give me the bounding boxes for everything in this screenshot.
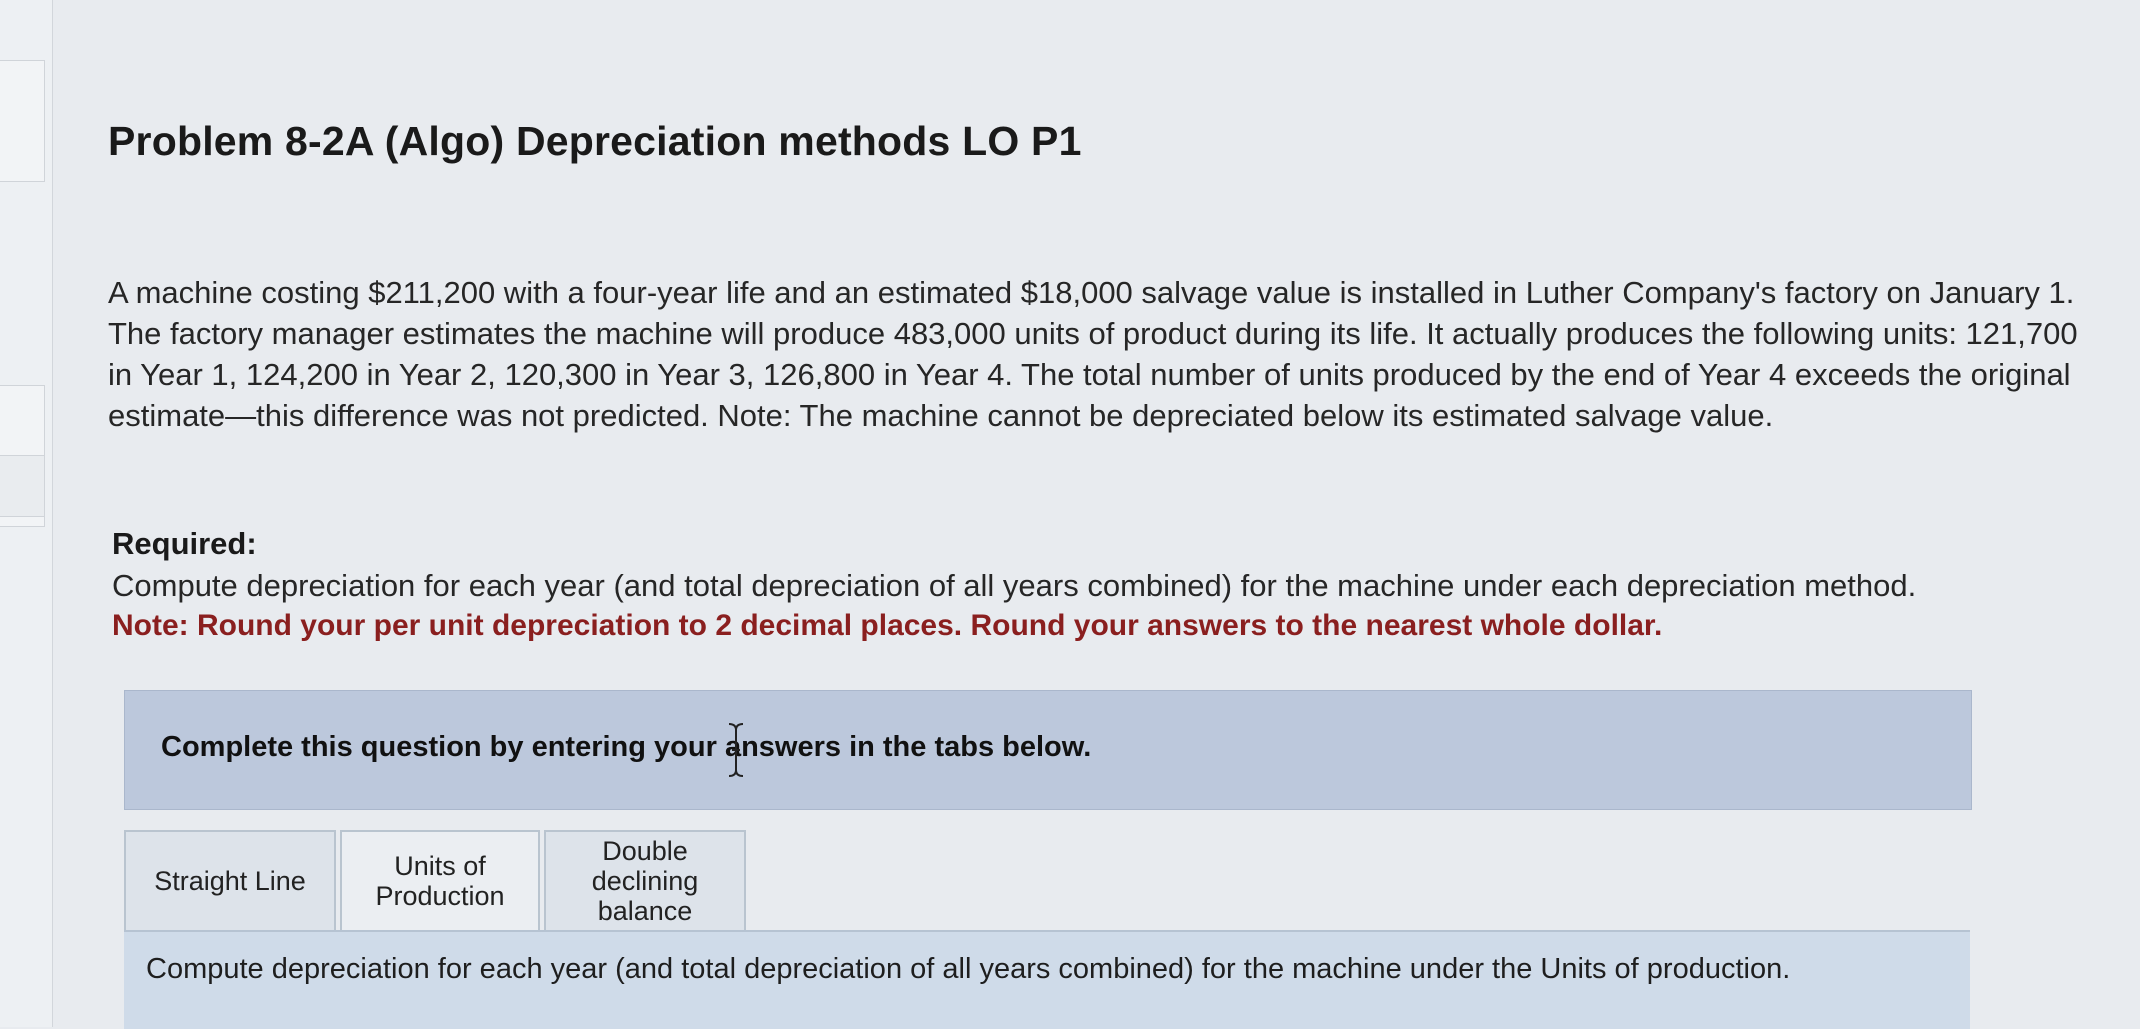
problem-title: Problem 8-2A (Algo) Depreciation methods LO P1: [108, 118, 1082, 164]
left-margin-bar: [0, 0, 53, 1027]
rounding-note: Note: Round your per unit depreciation to 2 decimal places. Round your answers to the nearest whole dollar.: [112, 609, 1663, 642]
problem-description: A machine costing $211,200 with a four-year life and an estimated $18,000 salvage value is installed in Luther Company's factory on January 1. The factory manager estimates the machine will produce 483,000 units of product during its life. It actually produces the following units: 121,700 in Year 1, 124,200 in Year 2, 120,300 in Year 3, 126,800 in Year 4. The total number of units produced by the end of Year 4 exceeds the original estimate—this difference was not predicted. Note: The machine cannot be depreciated below its estimated salvage value.: [108, 275, 2078, 433]
tab-units-of-production[interactable]: Units of Production: [340, 830, 540, 932]
required-heading: Required:: [112, 526, 257, 561]
instruction-banner: [124, 690, 1972, 810]
tab-double-declining-balance[interactable]: Double declining balance: [544, 830, 746, 932]
tab-content-instruction: Compute depreciation for each year (and total depreciation of all years combined) for the machine under the Units of production.: [146, 953, 1791, 985]
text-cursor-icon: [726, 722, 746, 778]
method-tabs: [124, 830, 750, 932]
instruction-text: Complete this question by entering your answers in the tabs below.: [161, 731, 1092, 763]
tab-content-panel: [124, 930, 1970, 1029]
margin-panel: [0, 455, 45, 517]
required-text: Compute depreciation for each year (and total depreciation of all years combined) for the machine under each depreciation method.: [112, 568, 1917, 603]
margin-panel: [0, 60, 45, 182]
tab-straight-line[interactable]: Straight Line: [124, 830, 336, 932]
